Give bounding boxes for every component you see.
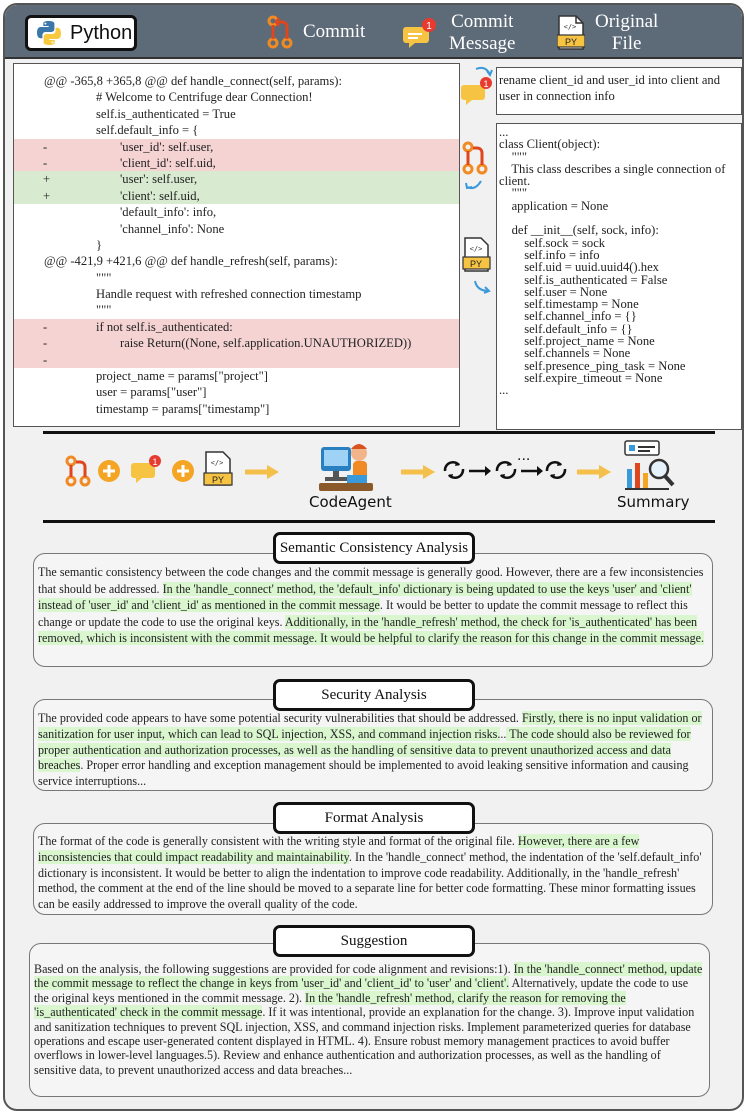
svg-text:1: 1 [426, 21, 432, 32]
diff-line [14, 106, 459, 122]
arrow-right-icon [243, 463, 281, 481]
iteration-dots: ... [517, 447, 531, 464]
diff-line [14, 204, 459, 220]
original-file-line: def __init__(self, sock, info): [499, 223, 659, 238]
analysis-text: . It would be better to update the commit message to reflect this change or update the code to use the original keys. [38, 598, 688, 629]
commit-icon [267, 15, 293, 49]
original-file-line: ... [499, 125, 509, 139]
diff-line [14, 270, 459, 286]
highlighted-text: The code should also be reviewed for proper authentication and authorization processes, as well as the handling of sensitive data to prevent unauthorized access and data breaches [38, 726, 691, 773]
diff-line-text: self.default_info = { [96, 123, 199, 138]
commit-message-icon [403, 15, 439, 51]
diff-line-text: @@ -365,8 +365,8 @@ def handle_connect(self, params): [44, 74, 342, 88]
original-file-line: self.info = info [499, 247, 600, 262]
diff-line [14, 368, 459, 384]
diff-line-text: user = params["user"] [96, 385, 207, 400]
svg-text:</>: </> [469, 245, 483, 253]
diff-line-text: project_name = params["project"] [96, 369, 268, 384]
plus-icon [97, 459, 121, 483]
semantic-analysis-title: Semantic Consistency Analysis [273, 532, 475, 564]
figure-frame [3, 3, 744, 1111]
diff-line [14, 302, 459, 318]
diff-line-text: @@ -421,9 +421,6 @@ def handle_refresh(self, params): [44, 254, 338, 269]
diff-line-text: 'client_id': self.uid, [120, 155, 216, 170]
summary-report-icon [621, 439, 677, 495]
diff-line [14, 221, 459, 237]
commit-message-panel [496, 67, 742, 115]
summary-label: Summary [617, 493, 690, 511]
iteration-loop-icon [441, 453, 571, 487]
diff-line-text: raise Return((None, self.application.UNAUTHORIZED)) [120, 336, 412, 351]
diff-line [14, 73, 459, 89]
analysis-text: The format of the code is generally consistent with the writing style and format of the original file. [38, 834, 518, 848]
diff-line [14, 401, 459, 417]
highlighted-text: In the 'handle_connect' method, update the commit message to reflect the change in keys from 'user_id' and 'client_id' to 'user' and 'client'. [34, 962, 703, 991]
arrow-right-icon [575, 463, 613, 481]
diff-line-text: } [96, 237, 103, 252]
semantic-analysis-box [33, 553, 713, 667]
highlighted-text: In the 'handle_refresh' method, clarify the reason for removing the 'is_authenticated' check in the commit message [34, 990, 626, 1020]
diff-line [14, 384, 459, 400]
diff-line [14, 352, 459, 368]
original-file-line: self.default_info = {} [499, 321, 633, 336]
legend-commit-label: Commit [303, 21, 366, 42]
svg-text:</>: </> [210, 459, 224, 467]
original-file-line: self.uid = uuid.uuid4().hex [499, 260, 659, 275]
analysis-text: . If it was intentional, provide an explanation for the change. 3). Improve input validation and sanitization techniques to prevent SQL injection, XSS, and command injection risks. Implement parameterized queries for database operations and escape user-generated content displayed in HTML. 4). Ensure robust memory management practices to avoid buffer overflows in lower-level languages.5). Review and enhance authentication and authorization processes, as well as the handling of sensitive data, to prevent unauthorized access and data breaches... [34, 1005, 695, 1077]
code-agent-icon [317, 437, 375, 495]
analysis-text: The provided code appears to have some potential security vulnerabilities that should be addressed. [38, 711, 522, 725]
suggestion-box [29, 943, 710, 1097]
arrow-right-icon [399, 463, 437, 481]
diff-line [14, 237, 459, 253]
diff-line [14, 319, 459, 335]
diff-line-text: 'client': self.uid, [120, 188, 200, 203]
original-file-line: client. [499, 174, 531, 189]
original-file-line: self.channels = None [499, 346, 631, 361]
diff-line-marker: - [43, 155, 48, 170]
highlighted-text: Additionally, in the 'handle_refresh' method, the check for 'is_authenticated' has been removed, which is inconsistent with the commit message. It would be helpful to clarify the reason for this change in the commit message. [38, 614, 705, 646]
diff-line [14, 89, 459, 105]
legend-original-file-label: Original File [595, 11, 659, 54]
commit-message-text: rename client_id and user_id into client and user in connection info [499, 73, 721, 103]
original-file-line: self.user = None [499, 284, 608, 299]
original-file-line: application = None [499, 198, 609, 213]
format-analysis-box [33, 823, 713, 915]
code-agent-label: CodeAgent [309, 493, 392, 511]
original-file-panel [496, 123, 742, 430]
original-file-line: self.channel_info = {} [499, 309, 637, 324]
flow-commit-message-icon [131, 451, 165, 487]
flow-commit-icon [65, 455, 91, 487]
analysis-text: . In the 'handle_connect' method, the indentation of the 'self.default_info' dictionary is inconsistent. It would be better to align the indentation to improve code readability. Additionally, in the 'handle_refresh' method, the comment at the end of the line should be moved to a separate line for better code formatting. These minor formatting issues can be easily addressed to improve the overall quality of the code. [38, 849, 702, 912]
original-file-line: This class describes a single connection of [499, 161, 726, 176]
diff-line-text: timestamp = params["timestamp"] [96, 401, 270, 416]
original-file-side-icon [461, 237, 493, 301]
svg-text:1: 1 [483, 79, 489, 89]
diff-line-text: if not self.is_authenticated: [96, 319, 233, 334]
diff-line [14, 155, 459, 171]
diff-panel [13, 63, 460, 427]
original-file-line: self.presence_ping_task = None [499, 358, 686, 373]
highlighted-text: However, there are a few inconsistencies that could impact readability and maintainability [38, 834, 640, 864]
original-file-line: self.project_name = None [499, 334, 655, 349]
commit-side-icon [461, 139, 493, 195]
analysis-text: .. [500, 726, 507, 741]
pipeline-flow [5, 437, 742, 521]
language-label: Python [70, 21, 133, 44]
original-file-line: self.is_authenticated = False [499, 272, 668, 287]
diff-line-text: 'default_info': info, [120, 205, 217, 220]
analysis-text: The semantic consistency between the code changes and the commit message is generally good. However, there are a few inconsistencies that should be addressed. [38, 565, 704, 596]
original-file-line: self.expire_timeout = None [499, 370, 663, 385]
diff-line-text: """ [96, 303, 112, 318]
security-analysis-title: Security Analysis [273, 679, 475, 711]
original-file-line: class Client(object): [499, 137, 601, 152]
py-badge-text: PY [564, 37, 578, 47]
plus-icon [171, 459, 195, 483]
original-file-line: self.timestamp = None [499, 297, 639, 312]
svg-text:PY: PY [469, 259, 483, 269]
diff-line-text: # Welcome to Centrifuge dear Connection! [96, 90, 313, 105]
diff-line-marker: + [43, 188, 51, 203]
separator-top [43, 431, 715, 434]
legend-original-file [557, 11, 658, 55]
legend-commit [267, 15, 365, 49]
diff-line-text: """ [96, 270, 112, 285]
diff-line-marker: - [43, 139, 48, 154]
diff-line-text: 'channel_info': None [120, 221, 225, 236]
original-file-line: self.sock = sock [499, 235, 606, 250]
diff-line [14, 171, 459, 187]
commit-message-side-icon [460, 61, 496, 117]
diff-line [14, 139, 459, 155]
diff-line [14, 253, 459, 269]
diff-line-text: Handle request with refreshed connection timestamp [96, 287, 362, 302]
suggestion-title: Suggestion [273, 925, 475, 957]
flow-python-file-icon [203, 451, 233, 491]
diff-line [14, 286, 459, 302]
svg-text:PY: PY [211, 475, 225, 485]
diff-line-marker: - [43, 336, 48, 351]
highlighted-text: In the 'handle_connect' method, the 'default_info' dictionary is being updated to use the keys 'user' and 'client' instead of 'user_id' and 'client_id' as mentioned in the commit message [38, 581, 692, 613]
svg-text:1: 1 [152, 457, 158, 467]
analysis-text: Alternatively, update the code to use the original keys mentioned in the commit message. 2). [34, 976, 689, 1005]
python-file-icon [557, 15, 585, 51]
analysis-text: . Proper error handling and exception management should be implemented to avoid leaking sensitive information and causing service interruptions... [38, 758, 689, 789]
diff-line-marker: - [43, 319, 48, 334]
header-bar [5, 5, 742, 59]
diff-line [14, 188, 459, 204]
original-file-line: """ [499, 149, 528, 164]
legend-commit-message [403, 11, 515, 55]
svg-text:</>: </> [563, 23, 577, 31]
diff-line [14, 335, 459, 351]
original-file-line: ... [499, 383, 509, 398]
diff-line-text: self.is_authenticated = True [96, 106, 236, 121]
language-badge [25, 15, 137, 51]
diff-line-marker: - [43, 352, 48, 367]
python-logo-icon [36, 20, 62, 46]
diff-line-text: 'user_id': self.user, [120, 139, 214, 154]
format-analysis-title: Format Analysis [273, 802, 475, 834]
security-analysis-box [33, 699, 713, 791]
legend-commit-message-label: Commit Message [449, 11, 516, 54]
analysis-text: Based on the analysis, the following suggestions are provided for code alignment and revisions:1). [34, 962, 514, 976]
diff-line [14, 122, 459, 138]
highlighted-text: Firstly, there is no input validation or sanitization for user input, which can lead to SQL injection, XSS, and command injection risks. [38, 711, 702, 741]
diff-line-text: 'user': self.user, [120, 172, 198, 187]
original-file-line: """ [499, 186, 528, 201]
diff-line-marker: + [43, 172, 51, 187]
